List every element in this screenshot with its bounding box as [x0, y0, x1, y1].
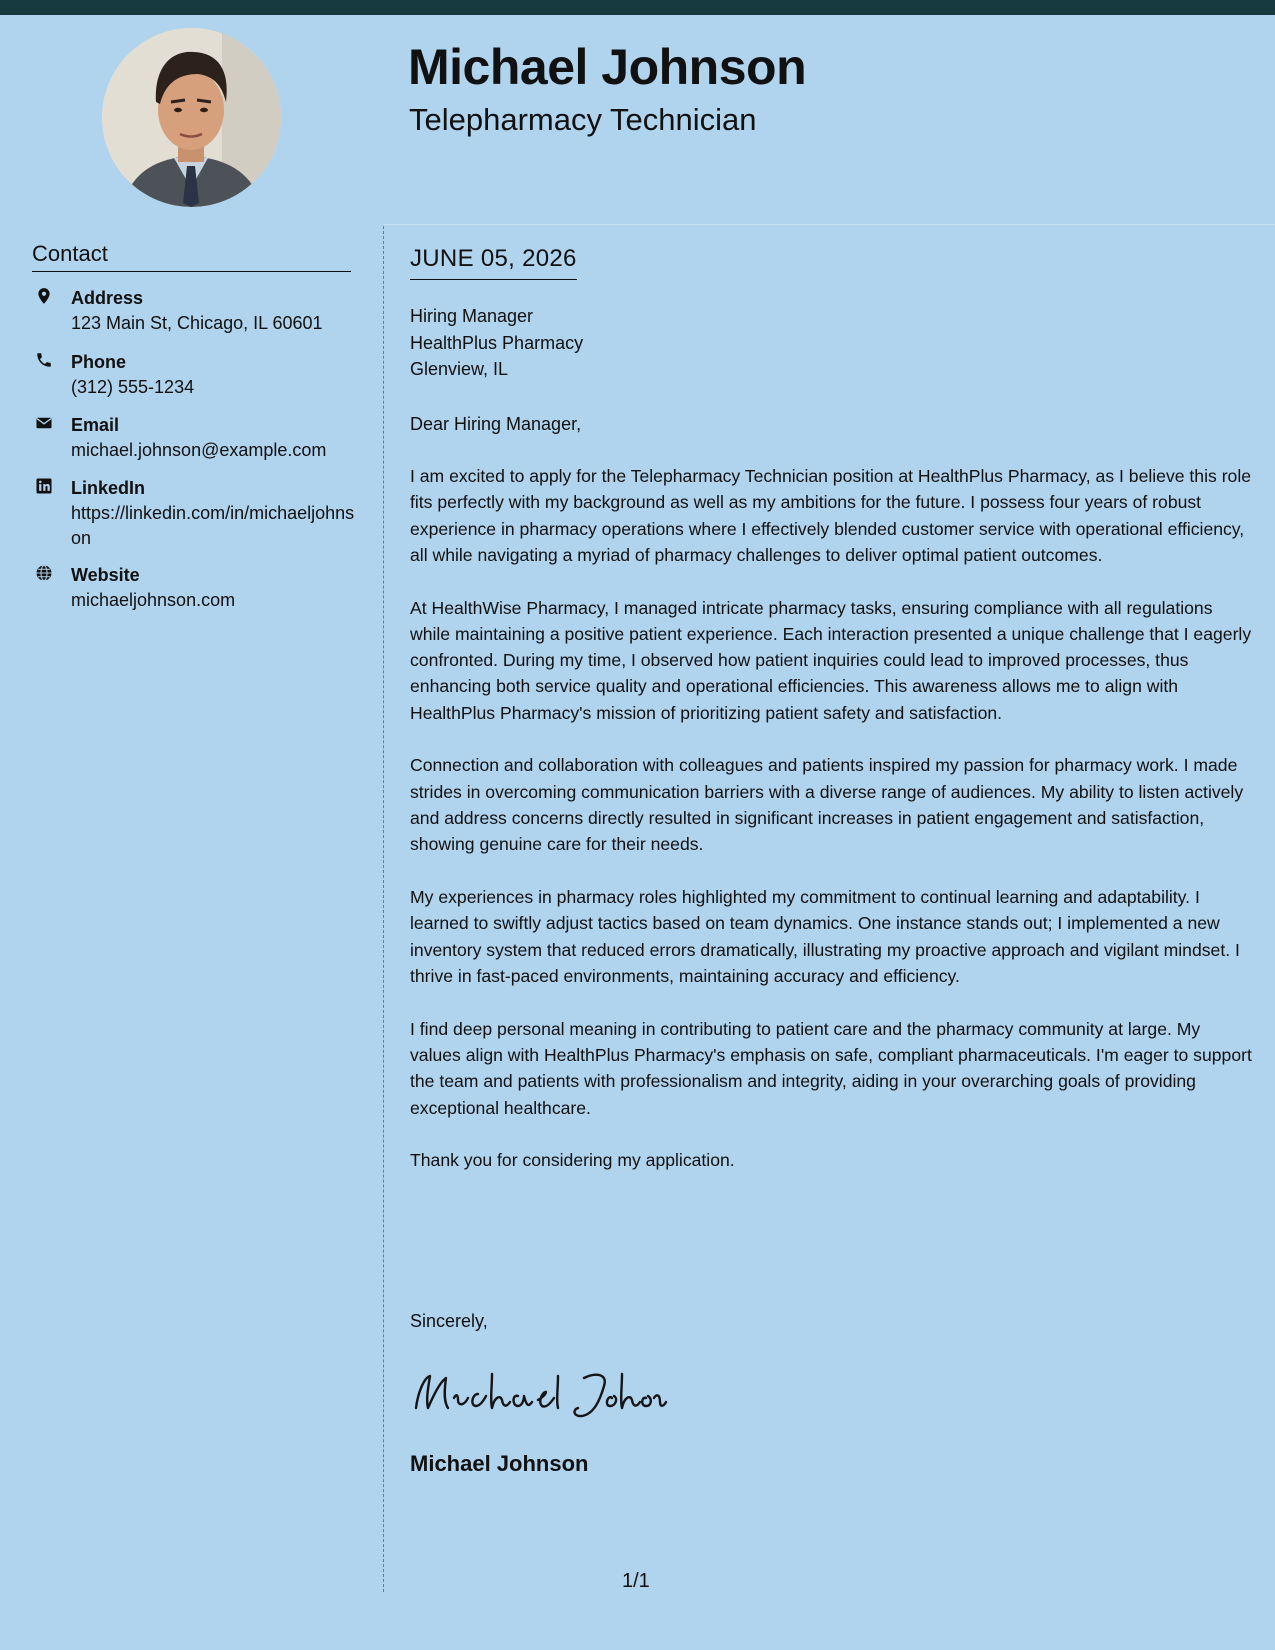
column-divider — [383, 226, 384, 1592]
globe-icon — [35, 564, 53, 582]
letter-paragraph: My experiences in pharmacy roles highlighted my commitment to continual learning and adaptability. I learned to swiftly adjust tactics based on team dynamics. One instance stands out; I implemented a new inventory system that reduced errors dramatically, illustrating my proactive approach and vigilant mindset. I thrive in fast-paced environments, maintaining accuracy and efficiency. — [410, 887, 1240, 986]
address-value: 123 Main St, Chicago, IL 60601 — [71, 313, 323, 333]
phone-value: (312) 555-1234 — [71, 377, 195, 397]
letter-paragraphs — [410, 463, 1252, 1200]
linkedin-icon — [35, 477, 53, 495]
recipient-line: Glenview, IL — [410, 359, 509, 379]
contact-heading: Contact — [32, 241, 351, 272]
profile-photo — [102, 28, 281, 207]
closing: Sincerely, — [410, 1311, 488, 1331]
candidate-job-title: Telepharmacy Technician — [409, 102, 757, 137]
letter-paragraph: Connection and collaboration with colleagues and patients inspired my passion for pharmacy work. I made strides in overcoming communication barriers with a diverse range of audiences. My ability to listen actively and address concerns directly resulted in significant increases in patient engagement and satisfaction, showing genuine care for their needs. — [410, 755, 1244, 855]
website-value[interactable]: michaeljohnson.com — [71, 590, 236, 610]
signer-name: Michael Johnson — [410, 1451, 589, 1476]
recipient-line: Hiring Manager — [410, 306, 534, 326]
top-accent-bar — [0, 0, 1275, 15]
recipient-block — [410, 303, 583, 383]
website-label: Website — [71, 565, 140, 585]
candidate-name: Michael Johnson — [408, 39, 807, 95]
phone-icon — [35, 351, 53, 369]
page-number: 1/1 — [622, 1570, 650, 1592]
letter-paragraph: I find deep personal meaning in contributing to patient care and the pharmacy community at large. My values align with HealthPlus Pharmacy's emphasis on safe, compliant pharmaceuticals. I'm eager to support the team and patients with professionalism and integrity, aiding in your overarching goals of providing exceptional healthcare. — [410, 1018, 1252, 1118]
recipient-line: HealthPlus Pharmacy — [410, 332, 584, 353]
linkedin-value[interactable]: https://linkedin.com/in/michaeljohnson — [71, 503, 355, 548]
handwritten-signature — [408, 1364, 668, 1424]
letter-date: JUNE 05, 2026 — [410, 245, 577, 280]
address-label: Address — [71, 288, 144, 308]
header-divider — [384, 224, 1275, 225]
envelope-icon — [35, 414, 53, 432]
letter-paragraph: Thank you for considering my application. — [410, 1150, 735, 1171]
email-value: michael.johnson@example.com — [71, 440, 327, 460]
email-label: Email — [71, 415, 120, 435]
letter-paragraph: At HealthWise Pharmacy, I managed intricate pharmacy tasks, ensuring compliance with all regulations while maintaining a positive patient experience. Each interaction presented a unique challenge that I eagerly confronted. During my time, I observed how patient inquiries could lead to improved processes, thus enhancing both service quality and operational efficiencies. This awareness allows me to align with HealthPlus Pharmacy's mission of prioritizing patient safety and satisfaction. — [410, 597, 1252, 723]
linkedin-label: LinkedIn — [71, 478, 146, 498]
phone-label: Phone — [71, 352, 127, 372]
map-pin-icon — [35, 287, 53, 305]
salutation: Dear Hiring Manager, — [410, 414, 582, 434]
letter-paragraph: I am excited to apply for the Telepharmacy Technician position at HealthPlus Pharmacy, as I believe this role fits perfectly with my background as well as my ambitions for the future. I possess four years of robust experience in pharmacy operations where I effectively blended customer service with operational efficiency, all while navigating a myriad of pharmacy challenges to deliver optimal patient outcomes. — [410, 466, 1252, 565]
